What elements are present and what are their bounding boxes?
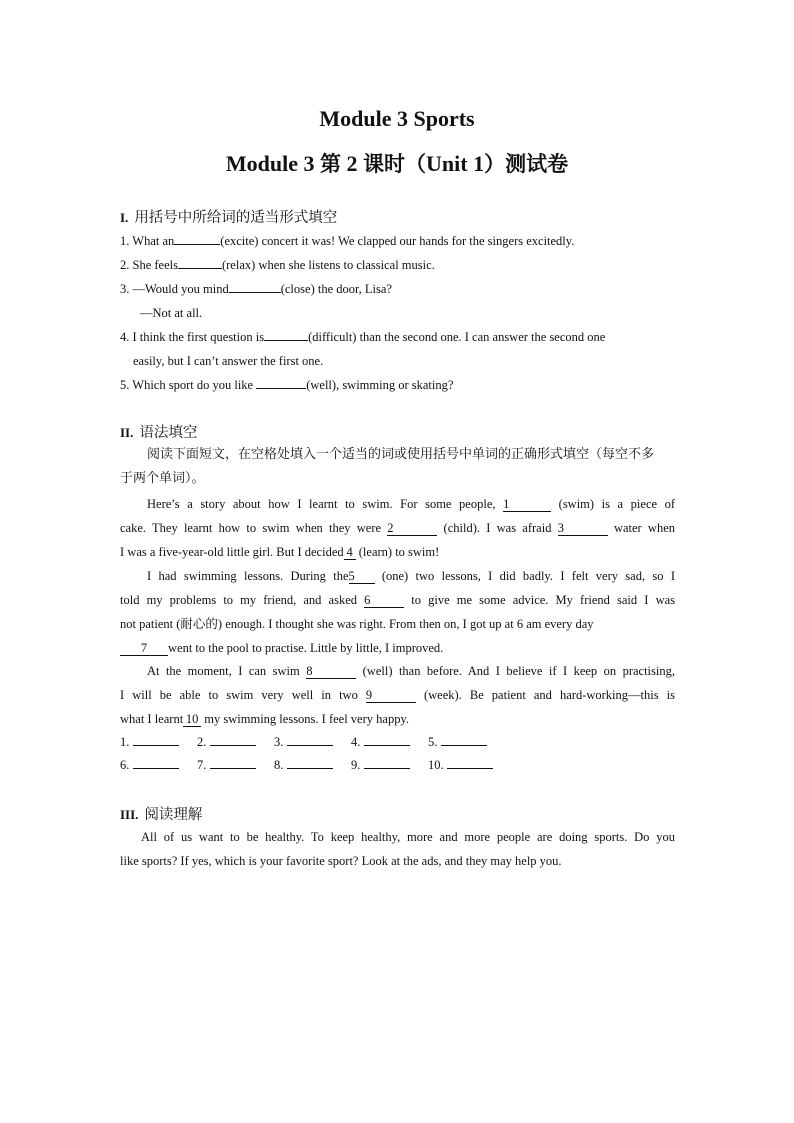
passage-p1-line-2: [120, 520, 675, 536]
p1-l1-text-c: (swim) is a piece of: [558, 497, 675, 511]
answer-5: [428, 735, 487, 750]
p1-l3-text-a: I was a five-year-old little girl. But I decided: [120, 545, 344, 559]
question-4: [120, 329, 675, 345]
passage-p2-line-3: not patient (耐心的) enough. I thought she was right. From then on, I got up at 6 am every day: [120, 617, 594, 631]
answer-6: [120, 758, 179, 773]
p3-l2-text-a: I will be able to swim very well in two: [120, 688, 366, 702]
q4-prefix: 4. I think the first question is: [120, 330, 265, 344]
passage-blank-4[interactable]: 4: [344, 545, 356, 560]
answer-4-blank[interactable]: [364, 745, 410, 746]
answer-4: [351, 735, 410, 750]
passage-blank-10[interactable]: 10: [183, 712, 201, 727]
answer-10-label: 10.: [428, 758, 444, 772]
p2-l2-text-c: to give me some advice. My friend said I was: [411, 593, 675, 607]
p2-l1-text-c: (one) two lessons, I did badly. I felt very sad, so I: [374, 569, 675, 583]
page-title: Module 3 Sports: [319, 106, 475, 131]
answer-2-blank[interactable]: [210, 745, 256, 746]
section-1-number: I.: [120, 210, 129, 225]
subtitle-di: 第: [320, 152, 342, 176]
blank-4[interactable]: [264, 340, 308, 341]
answer-7-blank[interactable]: [210, 768, 256, 769]
q5-suffix: (well), swimming or skating?: [306, 378, 454, 392]
section-1-heading: [120, 206, 337, 227]
p1-l3-text-c: (learn) to swim!: [355, 545, 440, 559]
answer-5-blank[interactable]: [441, 745, 487, 746]
passage-blank-9[interactable]: 9: [366, 688, 416, 703]
p1-l2-text-c: (child). I was afraid: [443, 521, 558, 535]
question-1: [120, 233, 675, 249]
answer-9: [351, 758, 410, 773]
answer-3: [274, 735, 333, 750]
passage-p1-line-3: [120, 544, 675, 560]
section-1-title: 用括号中所给词的适当形式填空: [134, 210, 338, 226]
answer-9-label: 9.: [351, 758, 361, 772]
passage-p3-line-2: [120, 687, 675, 703]
answer-6-label: 6.: [120, 758, 130, 772]
q1-prefix: 1. What an: [120, 234, 175, 248]
q5-prefix: 5. Which sport do you like: [120, 378, 257, 392]
section-3-number: III.: [120, 807, 139, 822]
q1-suffix: (excite) concert it was! We clapped our hands for the singers excitedly.: [220, 234, 575, 248]
passage-p2-line-1: [147, 568, 675, 584]
answer-3-blank[interactable]: [287, 745, 333, 746]
passage-p2-line-4: [120, 640, 675, 656]
p3-l3-text-c: my swimming lessons. I feel very happy.: [201, 712, 410, 726]
section-2-number: II.: [120, 425, 134, 440]
blank-1[interactable]: [174, 244, 220, 245]
page-subtitle: [0, 148, 794, 178]
passage-blank-3[interactable]: 3: [558, 521, 608, 536]
passage-blank-8[interactable]: 8: [306, 664, 356, 679]
passage-blank-1[interactable]: 1: [503, 497, 551, 512]
answer-6-blank[interactable]: [133, 768, 179, 769]
subtitle-module: Module 3: [225, 151, 321, 176]
section-2-title: 语法填空: [139, 425, 198, 441]
answer-4-label: 4.: [351, 735, 361, 749]
answer-10-blank[interactable]: [447, 768, 493, 769]
answer-1-blank[interactable]: [133, 745, 179, 746]
subtitle-test: ）测试卷: [484, 152, 569, 176]
reading-intro-line-1: All of us want to be healthy. To keep healthy, more and more people are doing sports. Do you: [141, 830, 675, 844]
answer-5-label: 5.: [428, 735, 438, 749]
p3-l3-text-a: what I learnt: [120, 712, 184, 726]
p3-l2-text-c: (week). Be patient and hard-working—this is: [423, 688, 675, 702]
p1-l2-text-a: cake. They learnt how to swim when they were: [120, 521, 388, 535]
q3-suffix: (close) the door, Lisa?: [280, 282, 392, 296]
q2-suffix: (relax) when she listens to classical music.: [221, 258, 435, 272]
answer-1-label: 1.: [120, 735, 130, 749]
blank-5[interactable]: [256, 388, 306, 389]
reading-intro-line-2: like sports? If yes, which is your favorite sport? Look at the ads, and they may help you.: [120, 854, 562, 868]
q3-prefix: 3. —Would you mind: [120, 282, 229, 296]
p1-l1-text-a: Here’s a story about how I learnt to swim. For some people,: [147, 497, 496, 511]
section-2-heading: [120, 421, 197, 442]
p2-l2-text-a: told my problems to my friend, and asked: [120, 593, 365, 607]
passage-p1-line-1: [147, 496, 675, 512]
answer-8-label: 8.: [274, 758, 284, 772]
passage-blank-2[interactable]: 2: [387, 521, 437, 536]
answer-8: [274, 758, 333, 773]
p1-l2-text-e: water when: [613, 521, 675, 535]
answer-2: [197, 735, 256, 750]
answer-1: [120, 735, 179, 750]
section-2-instruction-line-1: 阅读下面短文，在空格处填入一个适当的词或使用括号中单词的正确形式填空（每空不多: [147, 447, 655, 462]
passage-blank-6[interactable]: 6: [364, 593, 404, 608]
blank-2[interactable]: [178, 268, 222, 269]
section-3-heading: [120, 803, 202, 824]
blank-3[interactable]: [229, 292, 281, 293]
section-3-title: 阅读理解: [144, 807, 203, 823]
question-3: [120, 281, 675, 297]
question-2: [120, 257, 675, 273]
p3-l1-text-a: At the moment, I can swim: [147, 664, 307, 678]
passage-p3-line-3: [120, 711, 675, 727]
subtitle-number: 2: [341, 151, 364, 176]
answer-8-blank[interactable]: [287, 768, 333, 769]
passage-p2-line-2: [120, 592, 675, 608]
q2-prefix: 2. She feels: [120, 258, 178, 272]
passage-blank-7[interactable]: 7: [120, 641, 168, 656]
answer-10: [428, 758, 493, 773]
p2-l1-text-a: I had swimming lessons. During the: [147, 569, 349, 583]
passage-p3-line-1: [147, 663, 675, 679]
subtitle-lesson: 课时（: [363, 152, 427, 176]
p2-l4-text-c: went to the pool to practise. Little by little, I improved.: [168, 641, 444, 655]
passage-blank-5[interactable]: 5: [349, 569, 375, 584]
question-3-reply: —Not at all.: [140, 306, 203, 320]
answer-7-label: 7.: [197, 758, 207, 772]
q4-suffix: (difficult) than the second one. I can answer the second one: [308, 330, 606, 344]
answer-3-label: 3.: [274, 735, 284, 749]
answer-2-label: 2.: [197, 735, 207, 749]
question-4-continued: easily, but I can’t answer the first one.: [133, 354, 324, 368]
answer-9-blank[interactable]: [364, 768, 410, 769]
p3-l1-text-c: (well) than before. And I believe if I keep on practising,: [362, 664, 675, 678]
section-2-instruction-line-2: 于两个单词）。: [120, 471, 205, 486]
answer-7: [197, 758, 256, 773]
subtitle-unit: Unit 1: [426, 151, 485, 176]
question-5: [120, 377, 675, 393]
